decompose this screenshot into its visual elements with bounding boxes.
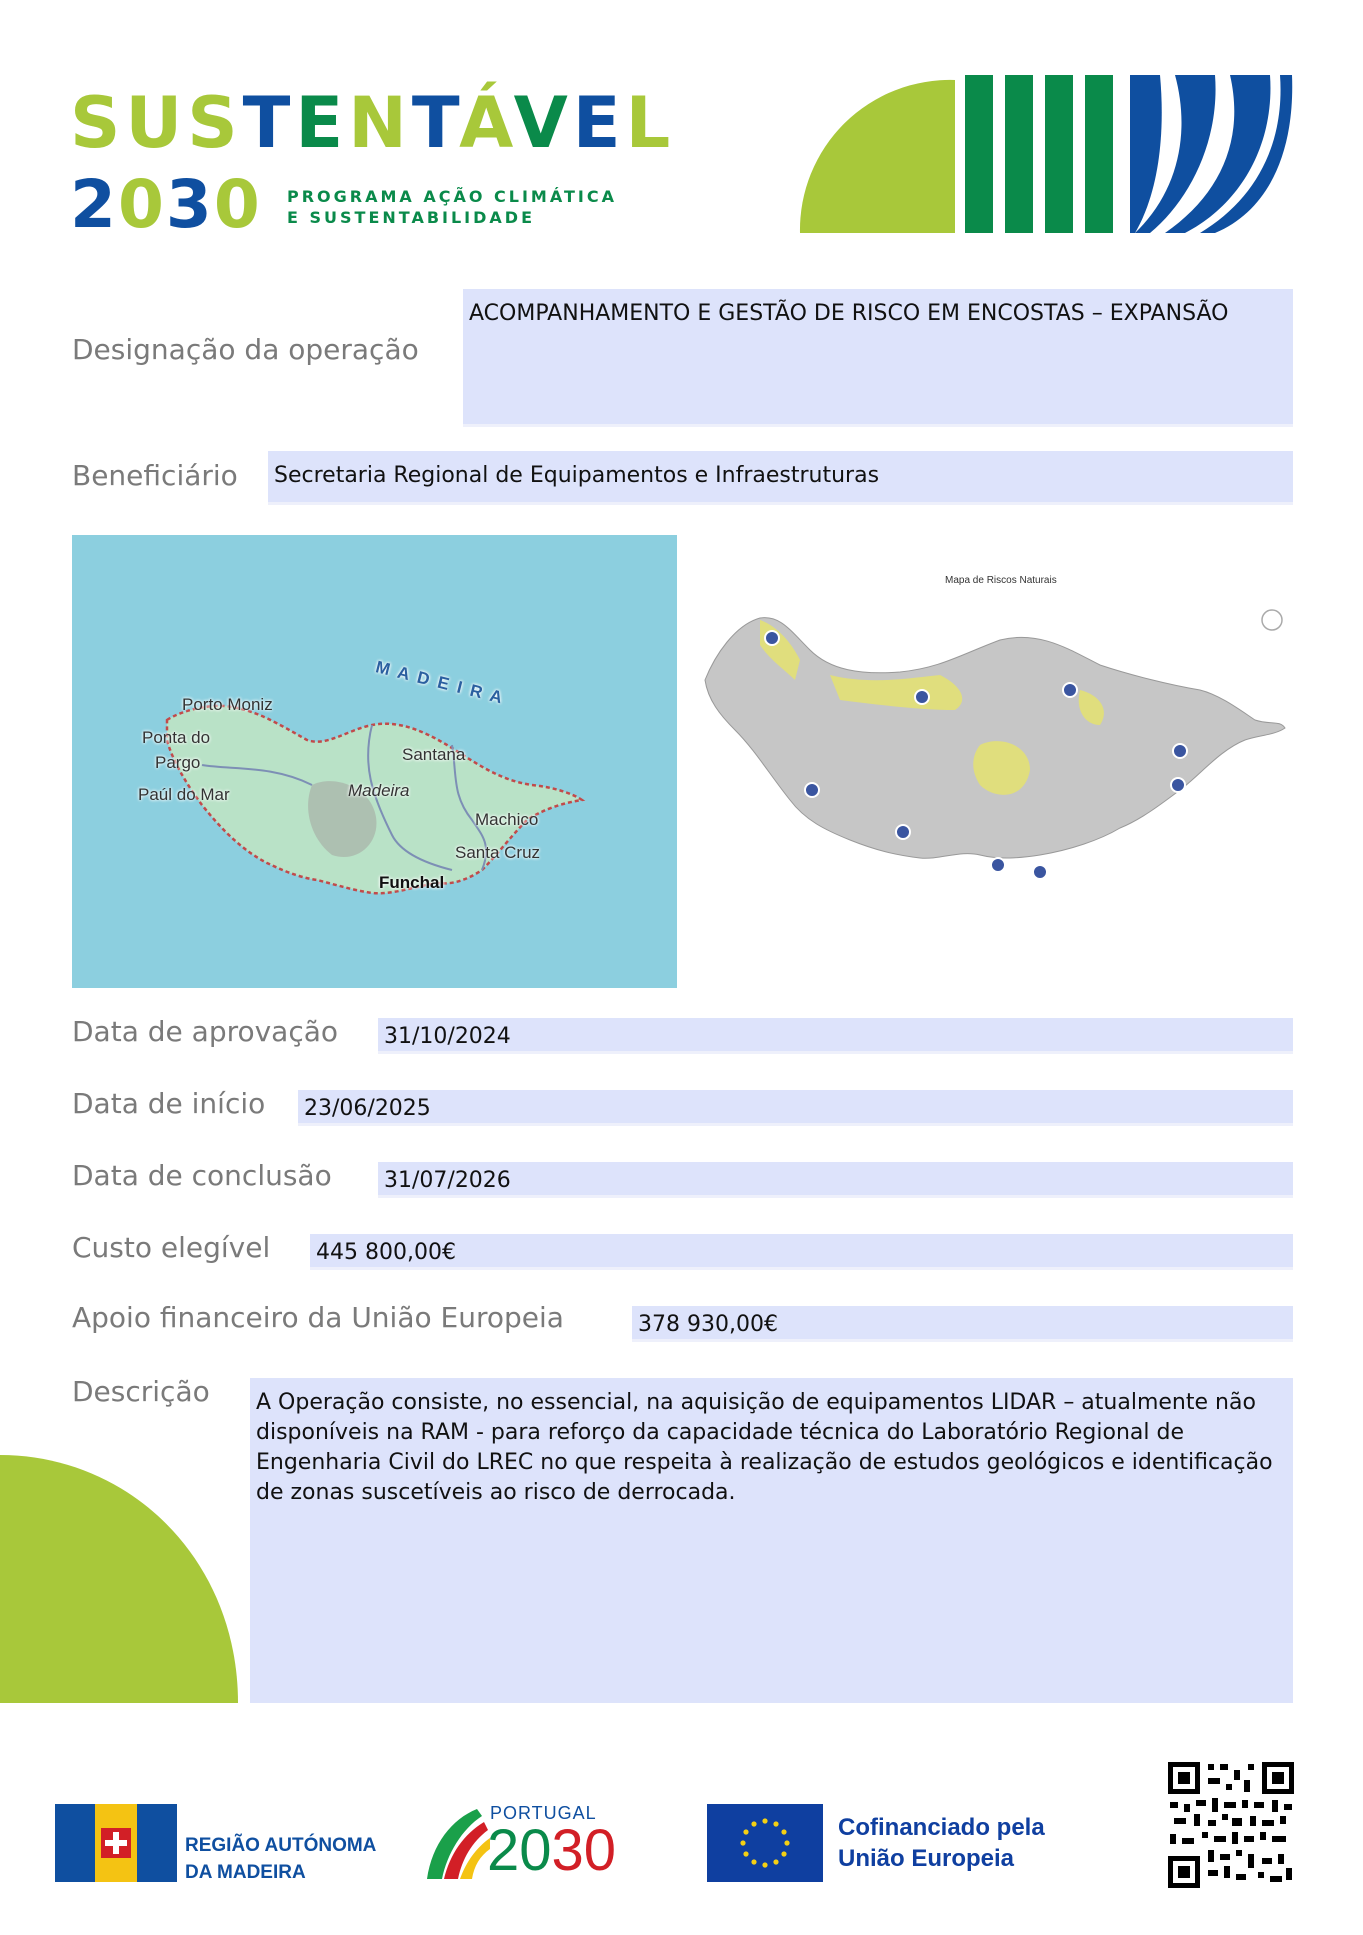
risk-marker-icon [765, 631, 779, 645]
map-risk [700, 560, 1310, 910]
risk-marker-icon [896, 825, 910, 839]
conclusao-label: Data de conclusão [72, 1159, 332, 1192]
logo-subtitle [287, 186, 617, 228]
map-place-porto-moniz: Porto Moniz [182, 695, 273, 714]
logo-subtitle-line2: E SUSTENTABILIDADE [287, 208, 535, 227]
logo-sustentavel: SUSTENTÁVEL [70, 82, 676, 164]
inicio-value: 23/06/2025 [298, 1090, 1293, 1126]
apoio-label: Apoio financeiro da União Europeia [72, 1301, 564, 1334]
designacao-value: ACOMPANHAMENTO E GESTÃO DE RISCO EM ENCOSTAS – EXPANSÃO [463, 289, 1293, 427]
map-place-paul-do-mar: Paúl do Mar [138, 785, 230, 804]
madeira-flag [55, 1804, 177, 1882]
risk-marker-icon [1033, 865, 1047, 879]
risk-marker-icon [1171, 778, 1185, 792]
map-place-ponta-do: Ponta do [142, 728, 211, 747]
designacao-label: Designação da operação [72, 333, 419, 366]
risk-marker-icon [915, 690, 929, 704]
map-place-machico: Machico [475, 810, 539, 829]
aprovacao-label: Data de aprovação [72, 1015, 339, 1048]
descricao-label: Descrição [72, 1375, 210, 1408]
beneficiario-label: Beneficiário [72, 459, 238, 492]
eu-flag-icon [707, 1804, 823, 1882]
risk-marker-icon [1063, 683, 1077, 697]
portugal-2030-emblem-icon [422, 1804, 492, 1882]
map-madeira-overview [72, 535, 677, 988]
map-place-pargo: Pargo [155, 753, 201, 772]
aprovacao-value: 31/10/2024 [378, 1018, 1293, 1054]
custo-value: 445 800,00€ [310, 1234, 1293, 1270]
descricao-value: A Operação consiste, no essencial, na aquisição de equipamentos LIDAR – atualmente não disponíveis na RAM - para reforço da capacidade técnica do Laboratório Regional de Engenharia Civil do LREC no que respeita à realização de estudos geológicos e identificação de zonas suscetíveis ao risco de derrocada. [250, 1378, 1293, 1703]
eu-line2: União Europeia [838, 1845, 1015, 1872]
eu-cofinanced-text [838, 1812, 1045, 1874]
header-stripe-4 [1085, 75, 1113, 233]
header-graphic [790, 70, 1300, 235]
custo-label: Custo elegível [72, 1231, 271, 1264]
risk-marker-icon [1173, 744, 1187, 758]
risk-marker-icon [991, 858, 1005, 872]
map-sea-label: M A D E I R A [373, 657, 507, 708]
compass-icon [1262, 610, 1282, 630]
inicio-label: Data de início [72, 1087, 266, 1120]
map-place-madeira: Madeira [348, 781, 410, 800]
beneficiario-value: Secretaria Regional de Equipamentos e Infraestruturas [268, 451, 1293, 505]
conclusao-value: 31/07/2026 [378, 1162, 1293, 1198]
regiao-line1: REGIÃO AUTÓNOMA [185, 1835, 377, 1856]
portugal-year: 2030 [487, 1818, 617, 1883]
header-green-half-circle [800, 80, 955, 233]
header-stripe-3 [1045, 75, 1073, 233]
eu-line1: Cofinanciado pela [838, 1814, 1045, 1841]
risk-marker-icon [805, 783, 819, 797]
decorative-green-shape [0, 1455, 240, 1705]
map-risk-title: Mapa de Riscos Naturais [945, 575, 1057, 586]
header-stripe-2 [1005, 75, 1033, 233]
regiao-line2: DA MADEIRA [185, 1862, 306, 1883]
map-risk-island [700, 560, 1310, 910]
map-place-santa-cruz: Santa Cruz [455, 843, 541, 862]
map-place-santana: Santana [402, 745, 466, 764]
madeira-cross-icon [101, 1828, 131, 1858]
regiao-autonoma-text [185, 1832, 376, 1886]
apoio-value: 378 930,00€ [632, 1306, 1293, 1342]
map-place-funchal: Funchal [379, 873, 445, 892]
logo-subtitle-line1: PROGRAMA AÇÃO CLIMÁTICA [287, 187, 617, 206]
qr-code[interactable] [1168, 1762, 1294, 1888]
header-stripe-1 [965, 75, 993, 233]
portugal-label: PORTUGAL [490, 1803, 597, 1823]
logo-year: 2030 [70, 166, 262, 243]
